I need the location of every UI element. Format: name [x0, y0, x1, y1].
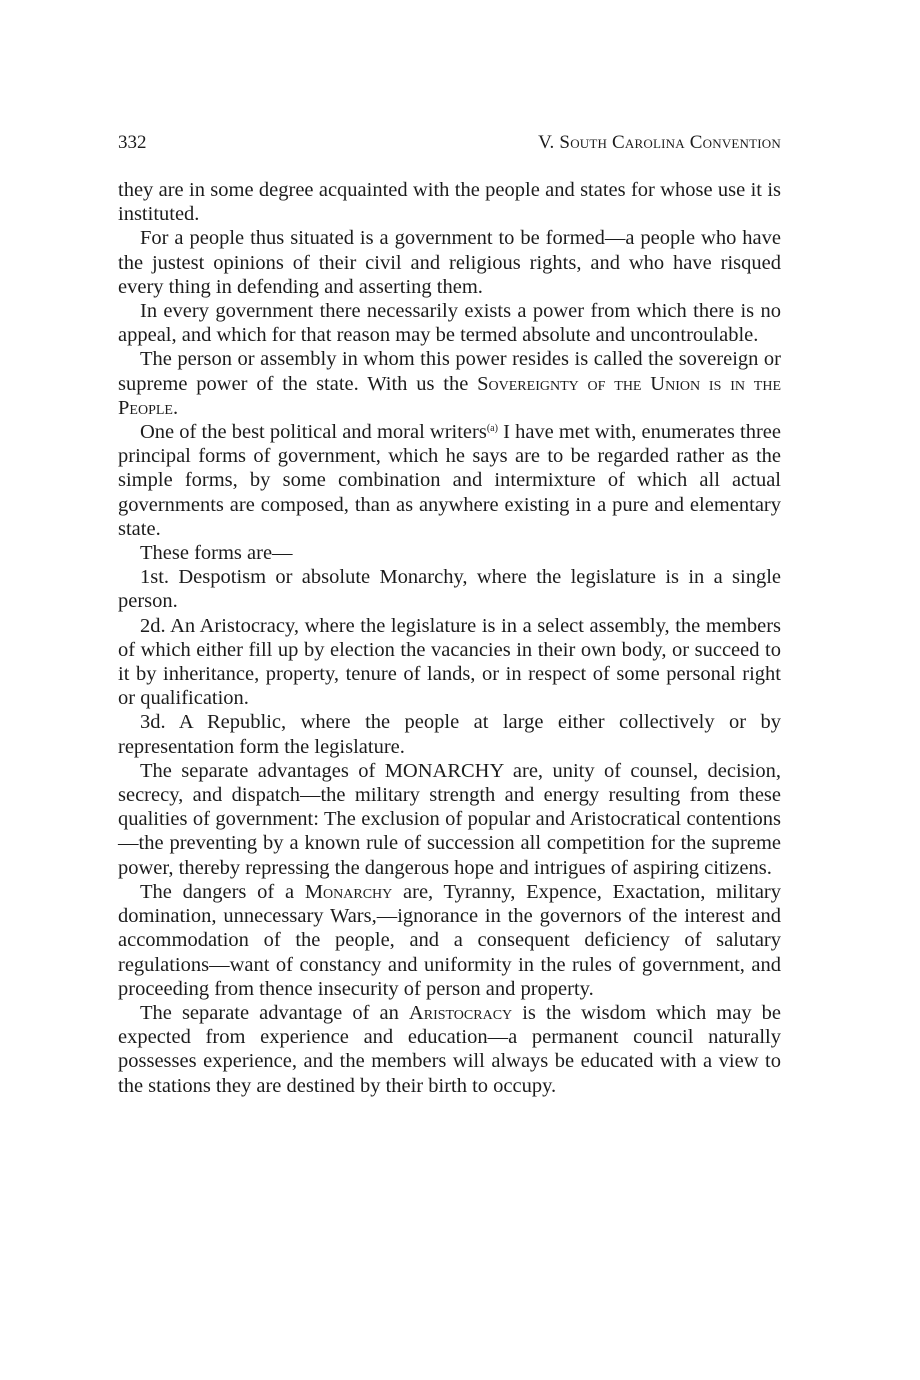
small-caps-phrase: Aristocracy — [408, 1001, 513, 1024]
body-text — [118, 178, 781, 1098]
small-caps-phrase: Monarchy — [304, 880, 393, 903]
paragraph-continuation: they are in some degree acquainted with the people and states for whose use it is instituted. — [118, 179, 781, 226]
paragraph-despotism: 1st. Despotism or absolute Monarchy, where the legislature is in a single person. — [118, 566, 781, 613]
page-number: 332 — [118, 132, 147, 153]
paragraph-forms-intro: These forms are— — [140, 542, 293, 565]
paragraph-text: The separate advantage of an — [140, 1001, 409, 1024]
paragraph-text: The dangers of a — [140, 880, 305, 903]
paragraph-monarchy-advantages: The separate advantages of MONARCHY are, unity of counsel, decision, secrecy, and dispatch—the military strength and energy resulting from these qualities of government: The exclusion of popular and Aristocratical contentions—the preventing by a known rule of succession all competition for the supreme power, thereby repressing the dangerous hope and intrigues of aspiring citizens. — [118, 759, 781, 879]
paragraph-people-situated: For a people thus situated is a government to be formed—a people who have the justest opinions of their civil and religious rights, and who have risqued every thing in defending and asserting them. — [118, 227, 781, 298]
paragraph-text: I have met with, enumerates three principal forms of government, which he says are to be regarded rather as the simple forms, by some combination and intermixture of which all actual governments are composed, than as anywhere existing in a pure and elementary state. — [118, 421, 781, 540]
small-caps-phrase: Sovereignty of the Union is in the People — [118, 372, 781, 419]
paragraph-text: The person or assembly in whom this power resides is called the sovereign or supreme power of the state. With us the — [118, 348, 781, 395]
paragraph-absolute-power: In every government there necessarily exists a power from which there is no appeal, and which for that reason may be termed absolute and uncontroulable. — [118, 300, 781, 347]
paragraph-monarchy-dangers — [118, 880, 781, 1001]
paragraph-text: is the wisdom which may be expected from experience and education—a permanent council naturally possesses experience, and the members will always be educated with a view to the stations they are destined by their birth to occupy. — [118, 1001, 781, 1097]
paragraph-aristocracy: 2d. An Aristocracy, where the legislature is in a select assembly, the members of which either fill up by election the vacancies in their own body, or succeed to it by inheritance, property, tenure of lands, or in respect of some personal right or qualification. — [118, 614, 781, 710]
paragraph-political-writers — [118, 420, 781, 541]
paragraph-text: One of the best political and moral writers — [140, 421, 487, 444]
paragraph-sovereign — [118, 347, 781, 420]
paragraph-aristocracy-advantage — [118, 1001, 781, 1098]
paragraph-text: are, Tyranny, Expence, Exactation, military domination, unnecessary Wars,—ignorance in the governors of the interest and accommodation of the people, and a consequent deficiency of salutary regulations—want of constancy and uniformity in the rules of government, and proceeding from thence insecurity of person and property. — [118, 880, 781, 1000]
running-head — [118, 131, 781, 155]
footnote-marker[interactable]: (a) — [486, 423, 498, 435]
paragraph-text: . — [172, 396, 179, 419]
paragraph-republic: 3d. A Republic, where the people at large either collectively or by representation form the legislature. — [118, 711, 781, 758]
running-title: V. South Carolina Convention — [538, 132, 781, 153]
